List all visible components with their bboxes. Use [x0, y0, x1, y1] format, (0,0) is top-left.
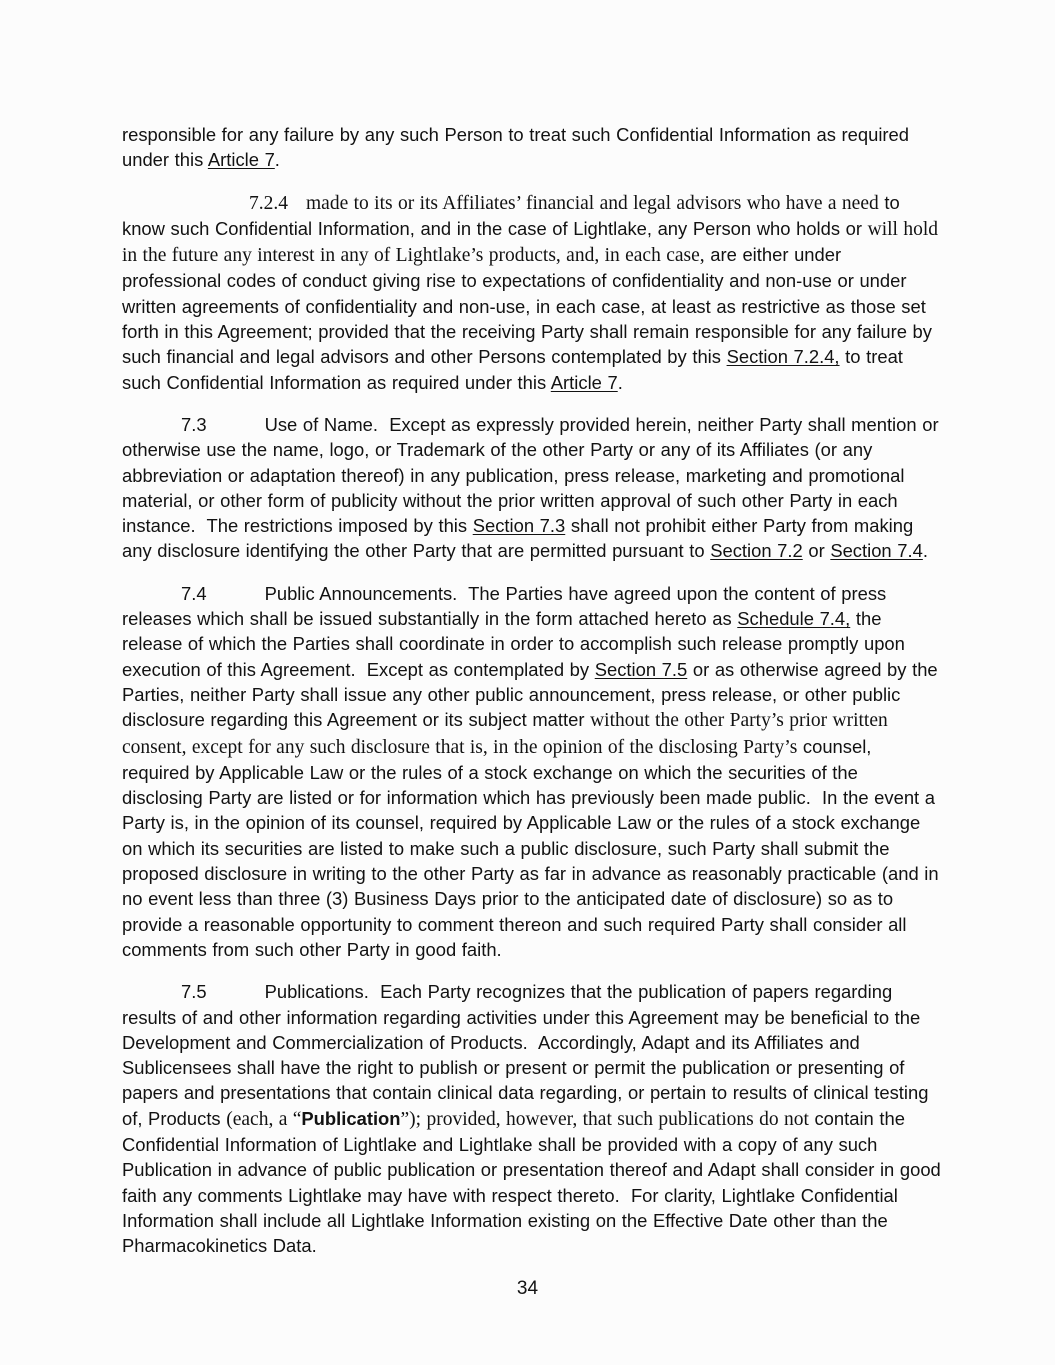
paragraph-7-3 [122, 412, 944, 564]
paragraph-7-2-4 [122, 190, 944, 395]
text-run: counsel, required by Applicable Law or the rules of a stock exchange on which the securities of the disclosing Party are listed or for information which has previously been made public. In the event a Party is, in the opinion of its counsel, required by Applicable Law or the rules of a stock exchange on which its securities are listed to make such a public disclosure, such Party shall submit the proposed disclosure in writing to the other Party as far in advance as reasonably practicable (and in no event less than three (3) Business Days prior to the anticipated date of disclosure) so as to provide a reasonable opportunity to comment thereon and such required Party shall consider all comments from such other Party in good faith. [122, 735, 939, 960]
text-run: ”); provided, however, that such publications do not [400, 1108, 809, 1130]
tab-space [207, 599, 265, 600]
text-run: are either under professional codes of conduct giving rise to expectations of confidentiality and non-use or under written agreements of confidentiality and non-use, in each case, at least as restrictive as those set forth in this Agreement; provided that the receiving Party shall remain responsible for any failure by such financial and legal advisors and other Persons contemplated by this [122, 244, 932, 368]
section-reference: Schedule 7.4, [737, 608, 851, 630]
document-body [122, 122, 944, 1275]
text-run: Publications. Each Party recognizes that the publication of papers regarding results of and other information regarding activities under this Agreement may be beneficial to the Development and Commercialization of Products. Accordingly, Adapt and its Affiliates and Sublicensees shall have the right to publish or present or permit the publication or presenting of papers and presentations that contain clinical data regarding, or pertain to results of clinical testing of, Products [122, 981, 929, 1129]
text-run: the release of which the Parties shall coordinate in order to accomplish such release promptly upon execution of this Agreement. Except as contemplated by [122, 608, 905, 680]
paragraph-continuation [122, 122, 944, 173]
text-run: Publication [301, 1107, 401, 1129]
text-run: to treat such Confidential Information as required under this [122, 346, 903, 393]
text-run: will hold in the future any interest in any of Lightlake’s products, and, in each case, [122, 218, 938, 267]
tab-space [207, 430, 265, 431]
text-run: 7.3 [181, 413, 207, 435]
text-run: . [274, 149, 280, 171]
text-run: (each, a “ [226, 1108, 302, 1130]
paragraph-7-5 [122, 979, 944, 1258]
text-run: or [802, 540, 831, 562]
section-reference: Article 7 [550, 371, 618, 393]
tab-space [207, 997, 265, 998]
text-run: . [617, 371, 623, 393]
text-run: Use of Name. Except as expressly provided herein, neither Party shall mention or otherwise use the name, logo, or Trademark of the other Party or any of its Affiliates (or any abbreviation or adaptation thereof) in any publication, press release, marketing and promotional material, or other form of publicity without the prior written approval of such other Party in each instance. The restrictions imposed by this [122, 413, 939, 537]
section-reference: Section 7.3 [472, 515, 566, 537]
text-run: or as otherwise agreed by the Parties, neither Party shall issue any other public announcement, press release, or other public disclosure regarding this Agreement or its subject matter [122, 658, 938, 731]
text-run: 7.2.4 [249, 192, 288, 214]
section-reference: Section 7.5 [594, 658, 688, 680]
text-run: to know such Confidential Information, and in the case of Lightlake, any Person who holds or [122, 191, 900, 239]
text-run: contain the Confidential Information of Lightlake and Lightlake shall be provided with a copy of any such Publication in advance of public publication or presentation thereof and Adapt shall consider in good faith any comments Lightlake may have with respect thereto. For clarity, Lightlake Confidential Information shall include all Lightlake Information existing on the Effective Date other than the Pharmacokinetics Data. [122, 1107, 941, 1257]
text-run: 7.4 [181, 582, 207, 604]
page-number: 34 [516, 1278, 539, 1299]
section-reference: Section 7.2.4, [726, 346, 840, 368]
tab-space [288, 208, 306, 209]
text-run: 7.5 [181, 981, 207, 1003]
text-run: responsible for any failure by any such Person to treat such Confidential Information as required under this [122, 124, 909, 171]
section-reference: Section 7.4 [830, 540, 923, 562]
section-reference: Section 7.2 [710, 540, 803, 562]
paragraph-7-4 [122, 581, 944, 962]
section-reference: Article 7 [207, 149, 275, 171]
text-run: shall not prohibit either Party from making any disclosure identifying the other Party that are permitted pursuant to [122, 515, 914, 562]
text-run: . [922, 540, 928, 562]
text-run: made to its or its Affiliates’ financial and legal advisors who have a need [306, 192, 879, 214]
text-run: without the other Party’s prior written consent, except for any such disclosure that is, in the opinion of the disclosing Party’s [122, 710, 888, 758]
text-run: Public Announcements. The Parties have agreed upon the content of press releases which shall be issued substantially in the form attached hereto as [122, 582, 887, 630]
